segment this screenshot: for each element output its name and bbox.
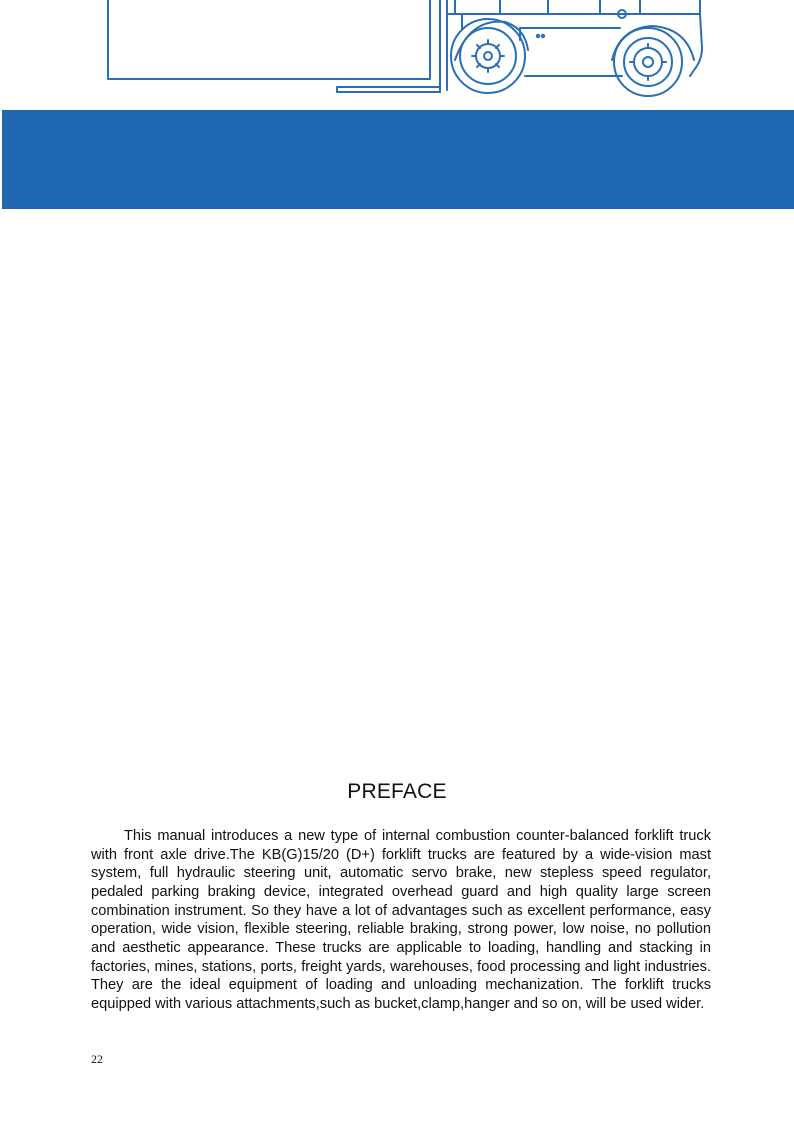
- header-blue-band: [2, 110, 794, 209]
- page-number: 22: [91, 1052, 103, 1066]
- preface-title: PREFACE: [347, 780, 447, 803]
- preface-body: This manual introduces a new type of internal combustion counter-balanced forklift truck with front axle drive.The KB(G)15/20 (D+) forklift trucks are featured by a wide-vision mast system, full hydraulic steering unit, automatic servo brake, new stepless speed regulator, pedaled parking braking device, integrated overhead guard and high quality large screen combination instrument. So they have a lot of advantages such as excellent performance, easy operation, wide vision, flexible steering, reliable braking, strong power, low noise, no pollution and aesthetic appearance. These trucks are applicable to loading, handling and stacking in factories, mines, stations, ports, freight yards, warehouses, food processing and light industries. They are the ideal equipment of loading and unloading mechanization. The forklift trucks equipped with various attachments,such as bucket,clamp,hanger and so on, will be used wider.: [91, 828, 711, 1012]
- forklift-line-art-icon: [0, 0, 794, 110]
